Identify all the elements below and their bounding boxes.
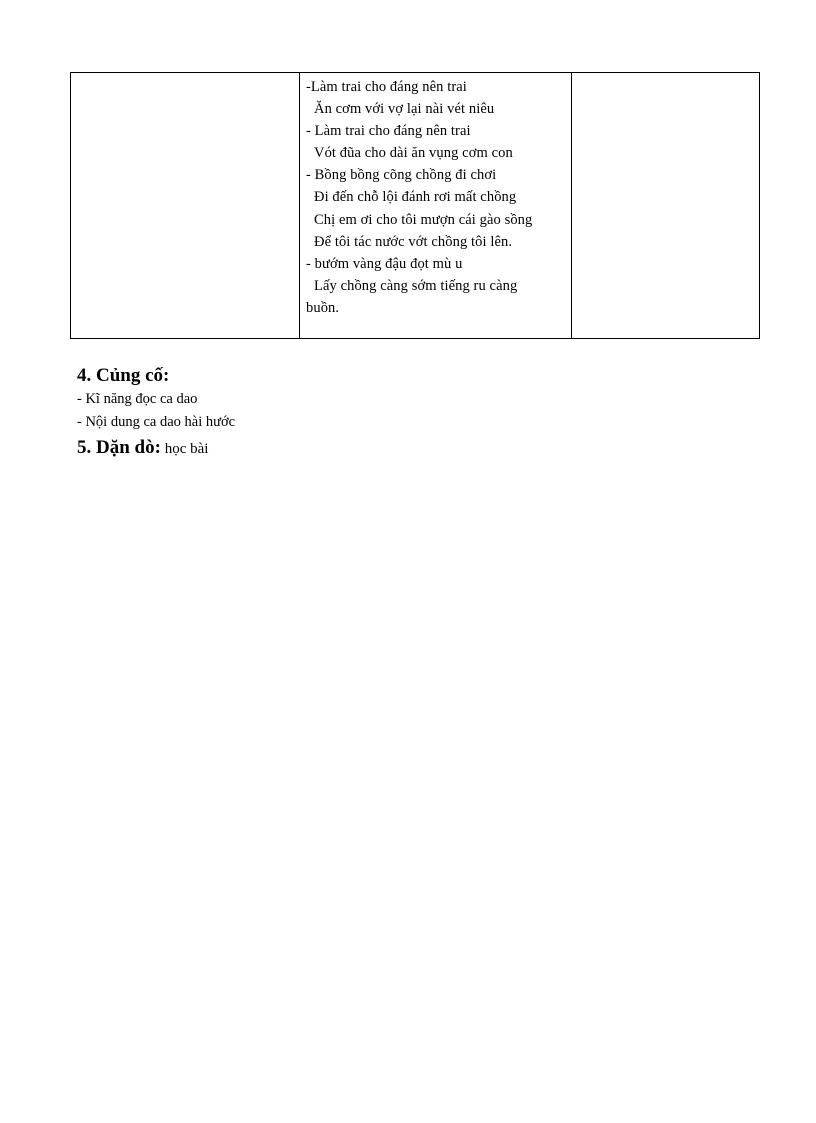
table-row [71,73,760,339]
poem-line: - Làm trai cho đáng nên trai [306,123,471,140]
poem-line: Vót đũa cho dài ăn vụng cơm con [314,145,513,162]
homework-note: học bài [164,441,209,457]
poem-line: Ăn cơm với vợ lại nài vét niêu [314,101,495,118]
homework-section [77,437,208,459]
consolidation-item: - Nội dung ca dao hài hước [77,414,236,430]
poem-line: - bướm vàng đậu đọt mù u [306,255,463,272]
poem-lines [300,73,571,319]
poem-line: Lấy chồng càng sớm tiếng ru càng [314,277,518,294]
consolidation-item: - Kĩ năng đọc ca dao [77,391,198,407]
consolidation-heading: 4. Củng cố: [77,365,170,386]
poem-line: Chị em ơi cho tôi mượn cái gào sồng [314,211,533,228]
cell-text [71,73,299,76]
poem-line: - Bồng bồng cõng chồng đi chơi [306,167,497,184]
poem-line: buồn. [306,299,340,316]
poem-line: -Làm trai cho đáng nên trai [306,79,467,95]
poem-line: Để tôi tác nước vớt chồng tôi lên. [314,233,513,250]
cell-text [572,73,759,76]
homework-heading: 5. Dặn dò: [77,437,161,458]
poem-line: Đi đến chỗ lội đánh rơi mất chồng [314,189,517,206]
table-cell-notes [572,73,760,339]
lesson-table [70,72,760,339]
table-cell-activity [71,73,300,339]
table-cell-content [300,73,572,339]
